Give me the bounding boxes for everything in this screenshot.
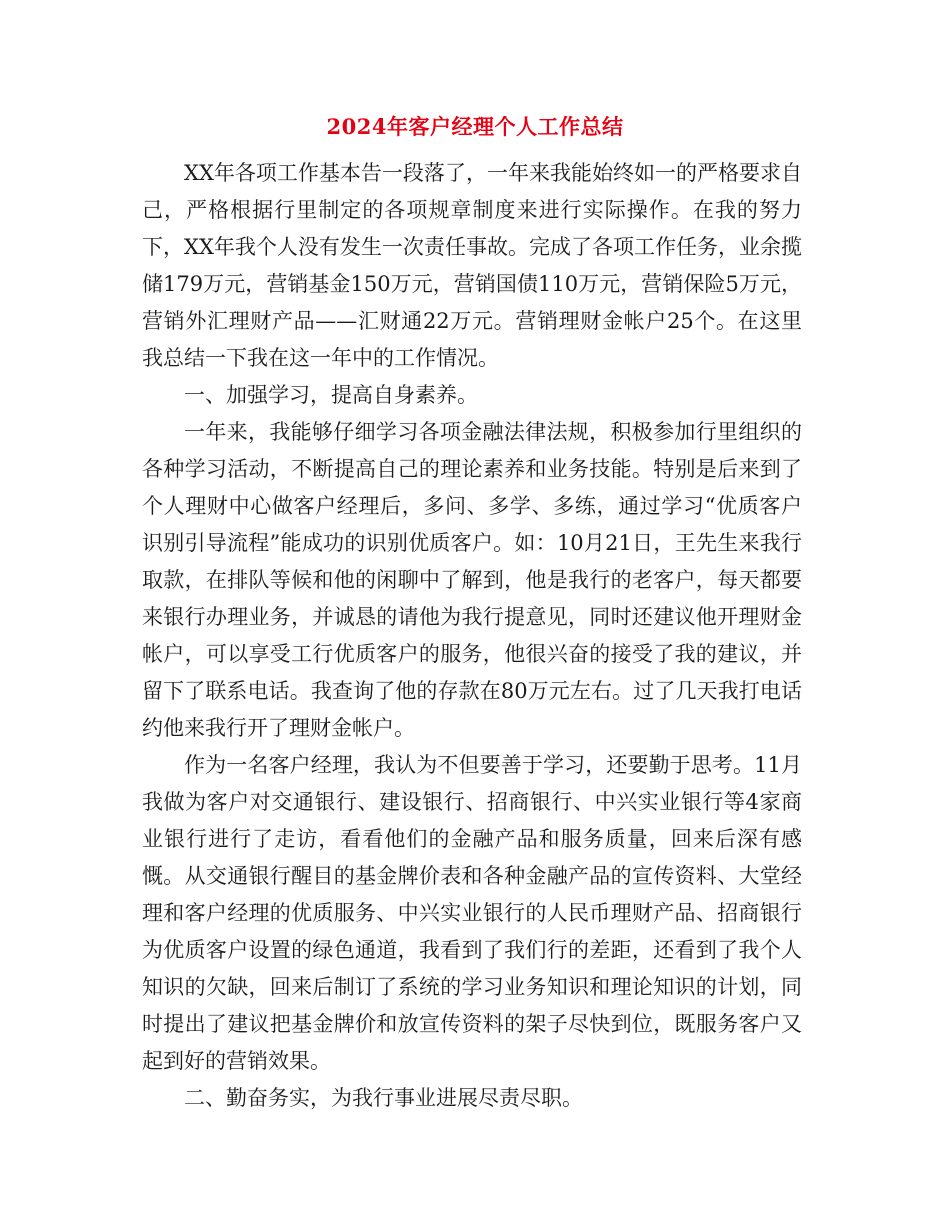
paragraph-intro: XX年各项工作基本告一段落了，一年来我能始终如一的严格要求自己，严格根据行里制定的各项规章制度来进行实际操作。在我的努力下，XX年我个人没有发生一次责任事故。完成了各项工作任务，业余揽储179万元，营销基金150万元，营销国债110万元，营销保险5万元，营销外汇理财产品——汇财通22万元。营销理财金帐户25个。在这里我总结一下我在这一年中的工作情况。: [142, 161, 802, 370]
paragraph-study: 一年来，我能够仔细学习各项金融法律法规，积极参加行里组织的各种学习活动，不断提高自己的理论素养和业务技能。特别是后来到了个人理财中心做客户经理后，多问、多学、多练，通过学习“优质客户识别引导流程”能成功的识别优质客户。如：10月21日，王先生来我行取款，在排队等候和他的闲聊中了解到，他是我行的老客户，每天都要来银行办理业务，并诚恳的请他为我行提意见，同时还建议他开理财金帐户，可以享受工行优质客户的服务，他很兴奋的接受了我的建议，并留下了联系电话。我查询了他的存款在80万元左右。过了几天我打电话约他来我行开了理财金帐户。: [142, 420, 802, 740]
paragraph-thinking: 作为一名客户经理，我认为不但要善于学习，还要勤于思考。11月我做为客户对交通银行、建设银行、招商银行、中兴实业银行等4家商业银行进行了走访，看看他们的金融产品和服务质量，回来后深有感慨。从交通银行醒目的基金牌价表和各种金融产品的宣传资料、大堂经理和客户经理的优质服务、中兴实业银行的人民币理财产品、招商银行为优质客户设置的绿色通道，我看到了我们行的差距，还看到了我个人知识的欠缺，回来后制订了系统的学习业务知识和理论知识的计划，同时提出了建议把基金牌价和放宣传资料的架子尽快到位，既服务客户又起到好的营销效果。: [142, 753, 802, 1073]
document-body: [142, 155, 802, 1117]
section-heading-1: 一、加强学习，提高自身素养。: [184, 383, 478, 407]
section-heading-2: 二、勤奋务实，为我行事业进展尽责尽职。: [184, 1086, 583, 1110]
document-title: 2024年客户经理个人工作总结: [326, 114, 624, 139]
